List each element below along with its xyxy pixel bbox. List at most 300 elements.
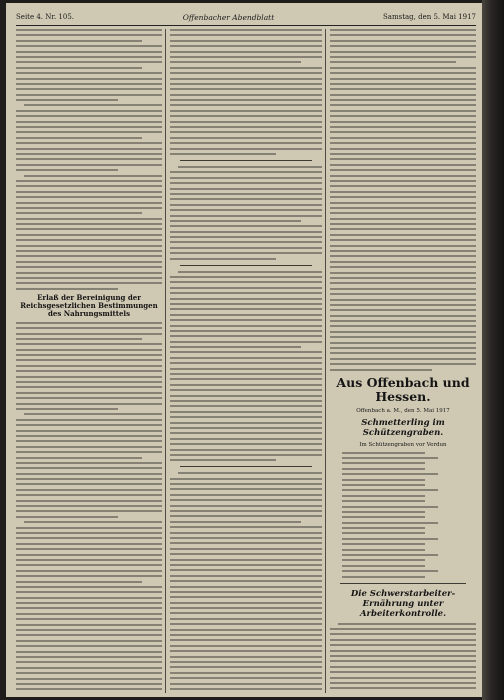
text-line	[170, 526, 322, 528]
text-line	[170, 569, 322, 571]
text-line	[170, 373, 322, 375]
text-line	[16, 40, 142, 42]
text-line	[16, 45, 162, 47]
text-line	[16, 543, 162, 545]
text-line	[330, 45, 476, 47]
book-spine-shadow	[482, 0, 504, 700]
text-line	[330, 34, 476, 36]
text-line	[170, 542, 322, 544]
text-line	[170, 67, 322, 69]
text-line	[170, 153, 276, 155]
text-line	[170, 532, 322, 534]
text-line	[170, 645, 322, 647]
text-line	[16, 554, 162, 556]
text-line	[170, 427, 322, 429]
text-line	[170, 115, 322, 117]
body-text	[16, 322, 162, 693]
text-line	[170, 634, 322, 636]
text-line	[330, 56, 476, 58]
text-line	[170, 400, 322, 402]
section-divider	[340, 583, 466, 584]
text-line	[170, 204, 322, 206]
text-line	[342, 565, 425, 567]
article-headline: Erlaß der Bereinigung der Reichsgesetzlichen Bestimmungen des Nahrungsmittels	[20, 292, 158, 318]
text-line	[170, 188, 322, 190]
text-line	[178, 166, 322, 168]
text-line	[330, 666, 476, 668]
text-line	[16, 462, 162, 464]
text-line	[170, 559, 322, 561]
text-line	[178, 271, 322, 273]
text-line	[16, 333, 162, 335]
text-line	[16, 365, 162, 367]
text-line	[16, 494, 162, 496]
text-line	[16, 234, 162, 236]
text-line	[170, 298, 322, 300]
text-line	[170, 330, 322, 332]
text-line	[16, 51, 162, 53]
text-line	[170, 438, 322, 440]
text-line	[170, 335, 322, 337]
poem-title: Schmetterling im Schützengraben.	[361, 417, 445, 438]
text-line	[170, 553, 322, 555]
text-line	[16, 586, 162, 588]
text-line	[170, 405, 322, 407]
text-line	[330, 369, 432, 371]
regional-section-heading: Aus Offenbach und Hessen.	[336, 374, 470, 404]
text-line	[330, 223, 476, 225]
text-line	[16, 338, 142, 340]
text-line	[342, 462, 425, 464]
text-line	[16, 656, 162, 658]
text-line	[330, 228, 476, 230]
text-line	[170, 505, 322, 507]
text-line	[170, 94, 322, 96]
text-line	[170, 231, 322, 233]
text-line	[170, 677, 322, 679]
text-line	[170, 483, 322, 485]
text-line	[16, 559, 162, 561]
text-line	[16, 478, 162, 480]
section-divider	[180, 265, 312, 266]
text-line	[342, 549, 425, 551]
page-header	[16, 9, 476, 26]
text-line	[170, 314, 322, 316]
text-line	[170, 325, 322, 327]
text-line	[16, 196, 162, 198]
text-line	[170, 61, 301, 63]
text-line	[330, 131, 476, 133]
text-line	[16, 532, 162, 534]
text-line	[16, 191, 162, 193]
text-line	[16, 218, 162, 220]
text-line	[170, 34, 322, 36]
text-line	[16, 61, 162, 63]
text-line	[170, 319, 322, 321]
text-line	[16, 212, 142, 214]
text-line	[330, 347, 476, 349]
text-line	[330, 67, 476, 69]
text-line	[16, 376, 162, 378]
text-line	[16, 430, 162, 432]
text-line	[16, 272, 162, 274]
text-line	[330, 148, 476, 150]
text-line	[170, 287, 322, 289]
text-line	[170, 488, 322, 490]
text-line	[170, 586, 322, 588]
text-line	[330, 234, 476, 236]
text-line	[16, 483, 162, 485]
text-line	[170, 177, 322, 179]
text-line	[170, 683, 322, 685]
text-line	[342, 532, 425, 534]
text-line	[16, 613, 162, 615]
text-line	[16, 597, 162, 599]
text-line	[170, 661, 322, 663]
text-line	[16, 667, 162, 669]
text-line	[330, 191, 476, 193]
text-line	[330, 633, 476, 635]
text-line	[330, 175, 476, 177]
text-line	[330, 671, 476, 673]
text-line	[330, 164, 476, 166]
text-line	[170, 215, 322, 217]
text-line	[16, 602, 162, 604]
text-line	[170, 99, 322, 101]
text-line	[16, 489, 162, 491]
text-line	[342, 495, 425, 497]
text-line	[330, 304, 476, 306]
text-line	[16, 473, 162, 475]
text-line	[16, 688, 162, 690]
text-line	[170, 258, 276, 260]
text-line	[342, 538, 438, 540]
text-line	[16, 397, 162, 399]
text-line	[330, 180, 476, 182]
text-line	[170, 247, 322, 249]
text-line	[342, 506, 438, 508]
text-line	[330, 51, 476, 53]
text-line	[170, 171, 322, 173]
text-line	[170, 432, 322, 434]
text-line	[16, 121, 162, 123]
text-line	[342, 468, 425, 470]
text-line	[16, 581, 142, 583]
text-line	[342, 559, 425, 561]
text-line	[330, 115, 476, 117]
text-line	[330, 272, 476, 274]
text-line	[330, 169, 476, 171]
text-line	[330, 212, 476, 214]
text-line	[330, 628, 476, 630]
text-line	[170, 121, 322, 123]
text-line	[342, 522, 438, 524]
text-line	[16, 250, 162, 252]
text-line	[16, 94, 162, 96]
text-line	[330, 142, 476, 144]
text-column-2	[170, 29, 322, 693]
text-line	[16, 575, 162, 577]
text-line	[24, 413, 162, 415]
text-column-1	[16, 29, 162, 693]
text-line	[330, 320, 476, 322]
text-line	[170, 148, 322, 150]
text-line	[170, 537, 322, 539]
text-line	[170, 193, 322, 195]
text-line	[16, 164, 162, 166]
text-line	[16, 239, 162, 241]
text-line	[330, 336, 476, 338]
text-line	[16, 370, 162, 372]
text-line	[170, 241, 322, 243]
text-line	[342, 516, 425, 518]
text-column-3	[330, 29, 476, 693]
text-line	[330, 121, 476, 123]
text-line	[16, 327, 162, 329]
text-line	[16, 343, 162, 345]
text-line	[170, 236, 322, 238]
text-line	[16, 169, 118, 171]
text-line	[16, 591, 162, 593]
text-line	[170, 591, 322, 593]
text-line	[170, 459, 276, 461]
text-line	[170, 515, 322, 517]
text-line	[16, 564, 162, 566]
text-line	[170, 639, 322, 641]
text-line	[330, 207, 476, 209]
text-line	[330, 325, 476, 327]
text-line	[170, 209, 322, 211]
text-line	[16, 158, 162, 160]
text-line	[330, 644, 476, 646]
text-line	[16, 392, 162, 394]
section-divider	[180, 160, 312, 161]
section-divider	[180, 466, 312, 467]
text-line	[330, 277, 476, 279]
poem-text	[342, 452, 476, 578]
text-line	[16, 505, 162, 507]
text-line	[170, 672, 322, 674]
text-line	[16, 640, 162, 642]
text-line	[16, 527, 162, 529]
text-line	[16, 142, 162, 144]
text-line	[170, 416, 322, 418]
text-line	[16, 537, 162, 539]
text-line	[170, 688, 322, 690]
body-text	[16, 29, 162, 290]
text-line	[170, 45, 322, 47]
text-line	[170, 656, 322, 658]
body-text	[330, 29, 476, 371]
text-line	[16, 672, 162, 674]
text-line	[330, 261, 476, 263]
newspaper-title: Offenbacher Abendblatt	[182, 12, 275, 22]
text-line	[16, 88, 162, 90]
text-line	[16, 110, 162, 112]
text-line	[170, 182, 322, 184]
article-headline: Die Schwerstarbeiter-Ernährung unter Arbeiterkontrolle.	[350, 588, 456, 619]
text-line	[16, 153, 162, 155]
text-line	[170, 368, 322, 370]
text-line	[330, 218, 476, 220]
text-line	[178, 472, 322, 474]
text-line	[330, 158, 476, 160]
text-line	[16, 467, 162, 469]
text-line	[170, 72, 322, 74]
text-line	[16, 148, 162, 150]
text-line	[16, 607, 162, 609]
text-line	[16, 634, 162, 636]
text-line	[16, 645, 162, 647]
text-line	[16, 282, 162, 284]
text-line	[16, 56, 162, 58]
text-line	[16, 202, 162, 204]
text-line	[16, 223, 162, 225]
text-line	[170, 225, 322, 227]
text-line	[342, 570, 438, 572]
text-line	[16, 261, 162, 263]
text-line	[16, 67, 142, 69]
text-line	[170, 292, 322, 294]
text-line	[342, 500, 425, 502]
text-line	[342, 457, 438, 459]
text-line	[170, 478, 322, 480]
text-line	[16, 288, 118, 290]
text-line	[16, 131, 162, 133]
text-line	[330, 342, 476, 344]
text-line	[338, 623, 476, 625]
text-line	[342, 489, 438, 491]
text-line	[170, 198, 322, 200]
text-line	[16, 457, 142, 459]
text-line	[16, 354, 162, 356]
text-line	[170, 422, 322, 424]
text-line	[24, 104, 162, 106]
text-line	[16, 419, 162, 421]
poem-byline: Im Schützengraben vor Verdun	[359, 441, 447, 448]
text-line	[342, 479, 425, 481]
text-line	[330, 288, 476, 290]
text-line	[170, 341, 322, 343]
text-line	[170, 510, 322, 512]
text-line	[170, 521, 301, 523]
text-line	[330, 293, 476, 295]
text-line	[16, 424, 162, 426]
text-line	[330, 137, 476, 139]
text-line	[170, 303, 322, 305]
text-line	[170, 78, 322, 80]
text-line	[170, 110, 322, 112]
text-line	[330, 266, 476, 268]
text-line	[16, 435, 162, 437]
text-line	[330, 185, 476, 187]
text-line	[330, 358, 476, 360]
text-line	[16, 255, 162, 257]
text-line	[170, 40, 322, 42]
text-line	[16, 277, 162, 279]
body-text	[170, 271, 322, 462]
text-line	[170, 88, 322, 90]
text-line	[24, 175, 162, 177]
text-line	[16, 500, 162, 502]
text-line	[170, 580, 322, 582]
text-line	[330, 687, 476, 689]
text-line	[170, 357, 322, 359]
text-line	[170, 612, 322, 614]
text-line	[330, 655, 476, 657]
text-line	[330, 331, 476, 333]
text-line	[170, 449, 322, 451]
text-line	[16, 99, 118, 101]
text-line	[16, 446, 162, 448]
text-line	[330, 61, 456, 63]
text-line	[170, 618, 322, 620]
text-line	[330, 255, 476, 257]
text-line	[170, 607, 322, 609]
text-line	[330, 363, 476, 365]
text-line	[342, 543, 425, 545]
text-line	[170, 276, 322, 278]
body-text	[170, 166, 322, 260]
text-line	[16, 683, 162, 685]
text-line	[170, 623, 322, 625]
text-line	[16, 381, 162, 383]
text-line	[330, 78, 476, 80]
text-line	[16, 516, 118, 518]
text-line	[342, 511, 425, 513]
text-line	[16, 661, 162, 663]
text-line	[16, 678, 162, 680]
text-line	[330, 315, 476, 317]
text-line	[170, 51, 322, 53]
body-text	[170, 29, 322, 155]
text-line	[16, 618, 162, 620]
text-line	[16, 349, 162, 351]
text-line	[170, 499, 322, 501]
text-line	[170, 494, 322, 496]
newspaper-page	[6, 3, 482, 697]
text-line	[16, 266, 162, 268]
text-line	[170, 142, 322, 144]
text-line	[170, 384, 322, 386]
text-line	[170, 252, 322, 254]
text-line	[330, 239, 476, 241]
text-line	[16, 629, 162, 631]
text-line	[170, 596, 322, 598]
text-line	[330, 83, 476, 85]
text-line	[342, 484, 425, 486]
text-line	[170, 104, 322, 106]
text-line	[330, 352, 476, 354]
column-rule	[165, 29, 166, 693]
text-line	[330, 202, 476, 204]
text-line	[330, 282, 476, 284]
text-line	[16, 115, 162, 117]
text-line	[330, 88, 476, 90]
text-line	[16, 624, 162, 626]
text-line	[16, 207, 162, 209]
text-line	[330, 99, 476, 101]
text-line	[330, 29, 476, 31]
text-line	[170, 308, 322, 310]
text-line	[16, 451, 162, 453]
text-line	[170, 346, 301, 348]
text-line	[170, 220, 301, 222]
text-line	[170, 83, 322, 85]
text-line	[16, 137, 142, 139]
text-line	[170, 389, 322, 391]
text-line	[170, 666, 322, 668]
